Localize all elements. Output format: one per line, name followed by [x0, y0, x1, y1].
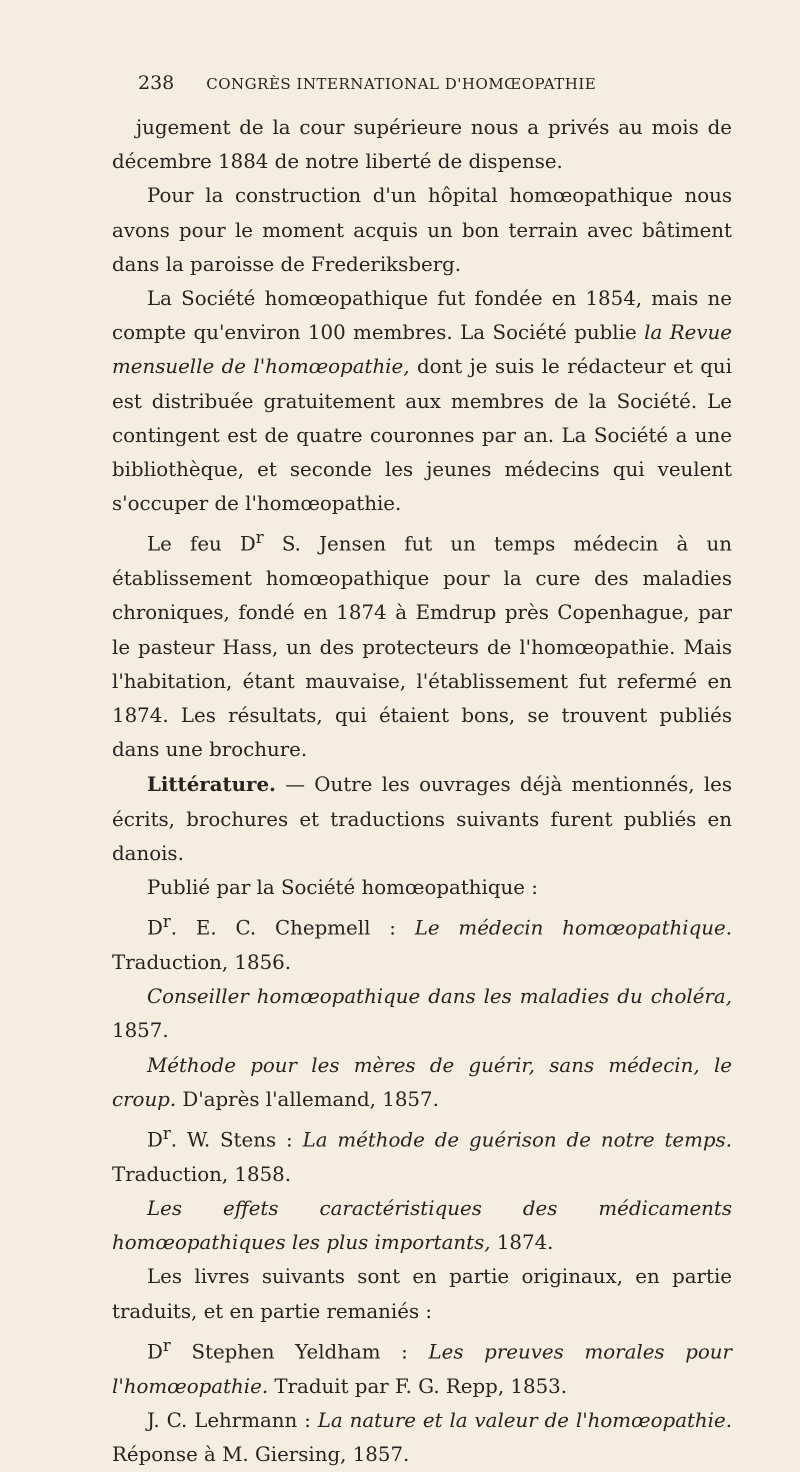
running-title: CONGRÈS INTERNATIONAL D'HOMŒOPATHIE — [206, 75, 597, 93]
bibliography-entry: $D^r$. E. C. Chepmell : Le médecin homœopathique. Traduction, 1856. — [112, 912, 733, 975]
book-title: Méthode pour les mères de guérir, sans médecin, le croup. — [112, 1053, 732, 1111]
bibliography-entry: $D^r$ Stephen Yeldham : Les preuves morales pour l'homœopathie. Traduit par F. G. Repp, 1853. — [112, 1335, 732, 1398]
book-title: Le médecin homœopathique. — [414, 916, 733, 940]
section-heading: Littérature. — [147, 772, 276, 797]
periodical-title: la Revue mensuelle de l'homœopathie, — [112, 321, 732, 379]
paragraph: Pour la construction d'un hôpital homœopathique nous avons pour le moment acquis un bon terrain avec bâtiment dans la paroisse de Frederiksberg. — [112, 184, 732, 276]
page-header — [138, 72, 738, 94]
paragraph: Publié par la Société homœopathique : — [147, 876, 538, 900]
paragraph: jugement de la cour supérieure nous a privés au mois de décembre 1884 de notre liberté de dispense. — [112, 116, 732, 174]
bibliography-entry: Méthode pour les mères de guérir, sans médecin, le croup. D'après l'allemand, 1857. — [112, 1053, 732, 1111]
book-title: Les effets caractéristiques des médicaments homœopathiques les plus importants, — [112, 1197, 732, 1255]
bibliography-entry: $D^r$. W. Stens : La méthode de guérison de notre temps. Traduction, 1858. — [112, 1124, 732, 1186]
page-number: 238 — [138, 72, 175, 94]
paragraph: Les livres suivants sont en partie originaux, en partie traduits, et en partie remaniés : — [112, 1265, 732, 1323]
bibliography-entry: J. C. Lehrmann : La nature et la valeur de l'homœopathie. Réponse à M. Giersing, 1857. — [112, 1408, 732, 1467]
body-text — [112, 111, 732, 1472]
book-title: Les preuves morales pour l'homœopathie. — [112, 1340, 732, 1398]
book-title: La nature et la valeur de l'homœopathie. — [317, 1408, 732, 1432]
paragraph: Le feu $D^r$ S. Jensen fut un temps médecin à un établissement homœopathique pour la cure des maladies chroniques, fondé en 1874 à Emdrup près Copenhague, par le pasteur Hass, un des protecteurs de l'homœopathie. Mais l'habitation, étant mauvaise, l'établissement fut refermé en 1874. Les résultats, qui étaient bons, se trouvent publiés dans une brochure. — [112, 528, 732, 762]
paragraph: La Société homœopathique fut fondée en 1854, mais ne compte qu'environ 100 membres. La Société publie la Revue mensuelle de l'homœopathie, dont je suis le rédacteur et qui est distribuée gratuitement aux membres de la Société. Le contingent est de quatre couronnes par an. La Société a une bibliothèque, et seconde les jeunes médecins qui veulent s'occuper de l'homœopathie. — [112, 287, 733, 516]
paragraph: Littérature. — Outre les ouvrages déjà mentionnés, les écrits, brochures et traductions suivants furent publiés en danois. — [112, 772, 732, 865]
bibliography-entry: Conseiller homœopathique dans les maladies du choléra, 1857. — [112, 985, 732, 1043]
book-title: Conseiller homœopathique dans les maladies du choléra, — [147, 985, 732, 1009]
book-title: La méthode de guérison de notre temps. — [302, 1128, 732, 1152]
bibliography-entry: Les effets caractéristiques des médicaments homœopathiques les plus importants, 1874. — [112, 1197, 732, 1255]
